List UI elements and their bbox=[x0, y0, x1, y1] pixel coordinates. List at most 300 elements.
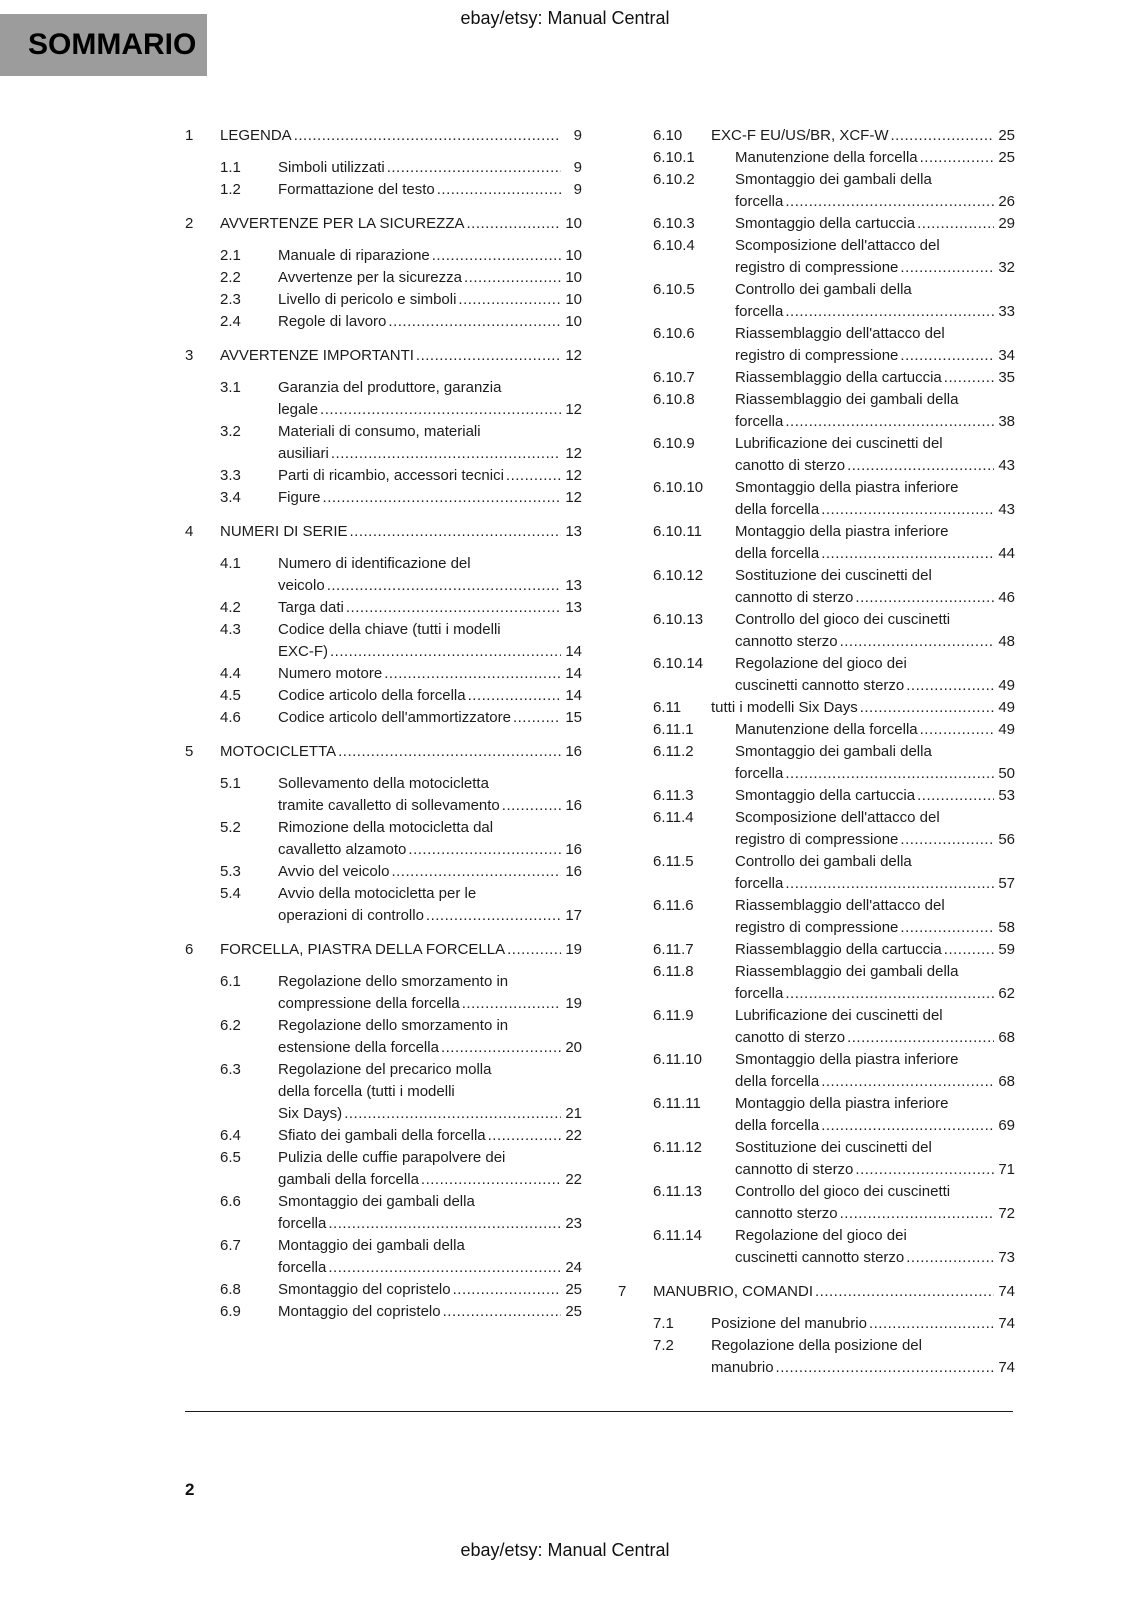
footer-watermark: ebay/etsy: Manual Central bbox=[460, 1540, 670, 1560]
toc-entry-title: Sfiato dei gambali della forcella bbox=[278, 1127, 486, 1144]
toc-entry-title: Parti di ricambio, accessori tecnici bbox=[278, 467, 504, 484]
toc-entry-title: della forcella (tutti i modelli bbox=[278, 1083, 455, 1100]
page-title: SOMMARIO bbox=[28, 28, 197, 61]
toc-entry-text bbox=[278, 1235, 582, 1279]
toc-entry-page: 62 bbox=[998, 985, 1015, 1002]
toc-entry-page: 26 bbox=[998, 193, 1015, 210]
toc-entry bbox=[220, 1125, 582, 1147]
toc-entry-title: registro di compressione bbox=[735, 919, 899, 936]
dot-leader bbox=[320, 399, 561, 421]
toc-entry-line bbox=[278, 157, 582, 179]
toc-entry-title: canotto di sterzo bbox=[735, 457, 846, 474]
toc-entry-page: 25 bbox=[998, 149, 1015, 166]
toc-entry-title: Regolazione della posizione del bbox=[711, 1337, 922, 1354]
toc-entry-line bbox=[735, 1071, 1015, 1093]
toc-entry-number: 3.1 bbox=[220, 379, 241, 396]
toc-entry bbox=[185, 345, 582, 367]
toc-entry-line bbox=[278, 245, 582, 267]
toc-entry-line bbox=[278, 553, 582, 575]
dot-leader bbox=[513, 707, 561, 729]
toc-entry-text bbox=[735, 1093, 1015, 1137]
toc-entry-line bbox=[735, 851, 1015, 873]
toc-entry-page: 22 bbox=[565, 1171, 582, 1188]
toc-entry-line bbox=[278, 597, 582, 619]
toc-entry-number: 6.10.5 bbox=[653, 281, 695, 298]
toc-entry-number: 6.11.10 bbox=[653, 1051, 702, 1068]
toc-entry-title: della forcella bbox=[735, 501, 820, 518]
toc-entry-line bbox=[220, 939, 582, 961]
toc-entry-line bbox=[278, 311, 582, 333]
dot-leader bbox=[785, 301, 994, 323]
toc-entry-line bbox=[278, 641, 582, 663]
toc-entry-number: 3 bbox=[185, 347, 194, 364]
toc-entry-page: 25 bbox=[565, 1281, 582, 1298]
toc-entry-title: forcella bbox=[735, 765, 784, 782]
toc-entry-title: gambali della forcella bbox=[278, 1171, 419, 1188]
toc-entry-title: Riassemblaggio dei gambali della bbox=[735, 391, 959, 408]
toc-entry bbox=[653, 367, 1015, 389]
dot-leader bbox=[344, 1103, 561, 1125]
toc-entry-title: Montaggio dei gambali della bbox=[278, 1237, 465, 1254]
toc-entry-number: 1.2 bbox=[220, 181, 241, 198]
toc-entry-title: Sostituzione dei cuscinetti del bbox=[735, 567, 932, 584]
toc-entry-line bbox=[735, 543, 1015, 565]
toc-entry-page: 10 bbox=[565, 291, 582, 308]
toc-entry-text bbox=[278, 157, 582, 179]
toc-entry-number: 6.10.11 bbox=[653, 523, 702, 540]
toc-entry-number: 6.11.5 bbox=[653, 853, 694, 870]
toc-entry bbox=[220, 597, 582, 619]
toc-entry-page: 43 bbox=[998, 457, 1015, 474]
toc-entry-number: 1 bbox=[185, 127, 194, 144]
toc-entry-title: tramite cavalletto di sollevamento bbox=[278, 797, 500, 814]
toc-entry-title: Smontaggio dei gambali della bbox=[735, 743, 932, 760]
toc-entry-page: 29 bbox=[998, 215, 1015, 232]
toc-entry-title: cannotto di sterzo bbox=[735, 589, 854, 606]
toc-entry bbox=[220, 1059, 582, 1125]
toc-entry-line bbox=[278, 1147, 582, 1169]
toc-entry-title: forcella bbox=[735, 413, 784, 430]
toc-entry-title: estensione della forcella bbox=[278, 1039, 439, 1056]
dot-leader bbox=[855, 587, 994, 609]
toc-entry-page: 59 bbox=[998, 941, 1015, 958]
dot-leader bbox=[441, 1037, 561, 1059]
toc-entry-line bbox=[278, 993, 582, 1015]
dot-leader bbox=[338, 741, 561, 763]
toc-entry-title: Regolazione del precarico molla bbox=[278, 1061, 492, 1078]
toc-entry bbox=[185, 741, 582, 763]
dot-leader bbox=[443, 1301, 561, 1323]
toc-entry-line bbox=[735, 983, 1015, 1005]
toc-entry-page: 68 bbox=[998, 1073, 1015, 1090]
toc-entry-page: 12 bbox=[565, 489, 582, 506]
toc-entry-line bbox=[735, 191, 1015, 213]
toc-entry-text bbox=[735, 389, 1015, 433]
toc-entry-page: 32 bbox=[998, 259, 1015, 276]
dot-leader bbox=[920, 147, 994, 169]
toc-entry-title: Manutenzione della forcella bbox=[735, 149, 918, 166]
toc-entry-title: registro di compressione bbox=[735, 347, 899, 364]
toc-entry-text bbox=[735, 147, 1015, 169]
toc-entry bbox=[653, 851, 1015, 895]
toc-entry-title: Smontaggio del copristelo bbox=[278, 1281, 451, 1298]
toc-entry bbox=[220, 817, 582, 861]
toc-entry-text bbox=[735, 609, 1015, 653]
toc-entry-line bbox=[278, 399, 582, 421]
toc-entry-text bbox=[278, 597, 582, 619]
toc-entry-number: 3.2 bbox=[220, 423, 241, 440]
toc-entry-line bbox=[278, 619, 582, 641]
toc-entry-title: Scomposizione dell'attacco del bbox=[735, 237, 940, 254]
toc-entry-page: 56 bbox=[998, 831, 1015, 848]
dot-leader bbox=[855, 1159, 994, 1181]
dot-leader bbox=[821, 1071, 994, 1093]
toc-entry-title: forcella bbox=[735, 985, 784, 1002]
toc-entry-title: cannotto sterzo bbox=[735, 1205, 838, 1222]
toc-entry-line bbox=[735, 1137, 1015, 1159]
toc-entry-page: 34 bbox=[998, 347, 1015, 364]
toc-entry-number: 5.3 bbox=[220, 863, 241, 880]
toc-entry-title: cuscinetti cannotto sterzo bbox=[735, 1249, 905, 1266]
toc-entry-line bbox=[735, 741, 1015, 763]
toc-entry-line bbox=[278, 1059, 582, 1081]
toc-entry-title: Rimozione della motocicletta dal bbox=[278, 819, 494, 836]
toc-entry bbox=[220, 685, 582, 707]
toc-entry-text bbox=[278, 421, 582, 465]
toc-entry-page: 74 bbox=[998, 1359, 1015, 1376]
toc-entry-text bbox=[735, 521, 1015, 565]
toc-entry-text bbox=[735, 1049, 1015, 1093]
toc-entry-number: 4.5 bbox=[220, 687, 241, 704]
toc-entry bbox=[220, 245, 582, 267]
toc-entry-page: 22 bbox=[565, 1127, 582, 1144]
toc-entry-title: Controllo dei gambali della bbox=[735, 853, 912, 870]
toc-entry bbox=[220, 1301, 582, 1323]
toc-entry-line bbox=[735, 631, 1015, 653]
toc-entry-page: 14 bbox=[565, 665, 582, 682]
toc-entry-title: Montaggio della piastra inferiore bbox=[735, 523, 949, 540]
toc-entry-text bbox=[735, 323, 1015, 367]
toc-entry-title: Smontaggio dei gambali della bbox=[735, 171, 932, 188]
toc-entry bbox=[653, 323, 1015, 367]
toc-entry-title: Sollevamento della motocicletta bbox=[278, 775, 489, 792]
toc-entry-title: della forcella bbox=[735, 1073, 820, 1090]
toc-entry-title: Targa dati bbox=[278, 599, 344, 616]
toc-entry bbox=[653, 235, 1015, 279]
toc-entry-title: Smontaggio della piastra inferiore bbox=[735, 479, 959, 496]
toc-entry bbox=[653, 1225, 1015, 1269]
header-watermark: ebay/etsy: Manual Central bbox=[460, 8, 670, 28]
toc-entry-page: 10 bbox=[565, 313, 582, 330]
toc-entry-number: 7.2 bbox=[653, 1337, 674, 1354]
toc-entry-title: Controllo del gioco dei cuscinetti bbox=[735, 1183, 951, 1200]
toc-entry-text bbox=[278, 883, 582, 927]
toc-entry-line bbox=[278, 795, 582, 817]
toc-entry-text bbox=[278, 289, 582, 311]
toc-entry-line bbox=[278, 1169, 582, 1191]
toc-entry-line bbox=[735, 1203, 1015, 1225]
toc-entry-title: Manutenzione della forcella bbox=[735, 721, 918, 738]
toc-entry bbox=[653, 213, 1015, 235]
toc-entry-text bbox=[278, 773, 582, 817]
dot-leader bbox=[328, 1257, 561, 1279]
toc-entry-line bbox=[735, 719, 1015, 741]
toc-entry bbox=[653, 389, 1015, 433]
toc-entry-line bbox=[735, 301, 1015, 323]
toc-entry-title: Avvio del veicolo bbox=[278, 863, 390, 880]
toc-entry-title: Sostituzione dei cuscinetti del bbox=[735, 1139, 932, 1156]
toc-entry-number: 6.11.14 bbox=[653, 1227, 702, 1244]
toc-entry-page: 57 bbox=[998, 875, 1015, 892]
dot-leader bbox=[323, 487, 561, 509]
toc-entry-line bbox=[220, 741, 582, 763]
toc-entry-page: 15 bbox=[565, 709, 582, 726]
toc-entry-title: forcella bbox=[735, 875, 784, 892]
toc-entry-number: 4.4 bbox=[220, 665, 241, 682]
toc-entry-title: Materiali di consumo, materiali bbox=[278, 423, 481, 440]
toc-entry bbox=[220, 707, 582, 729]
toc-entry-text bbox=[278, 553, 582, 597]
toc-entry-text bbox=[278, 1059, 582, 1125]
toc-entry-title: forcella bbox=[735, 193, 784, 210]
toc-entry-title: Regolazione del gioco dei bbox=[735, 655, 907, 672]
dot-leader bbox=[453, 1279, 561, 1301]
toc-entry-number: 6.11.2 bbox=[653, 743, 694, 760]
toc-entry-line bbox=[278, 1081, 582, 1103]
toc-entry-title: Smontaggio della cartuccia bbox=[735, 787, 916, 804]
toc-entry-page: 19 bbox=[565, 941, 582, 958]
toc-entry-title: veicolo bbox=[278, 577, 325, 594]
toc-entry-number: 6.7 bbox=[220, 1237, 241, 1254]
toc-entry-page: 71 bbox=[998, 1161, 1015, 1178]
toc-entry-line bbox=[735, 829, 1015, 851]
toc-entry-number: 6.8 bbox=[220, 1281, 241, 1298]
toc-entry-line bbox=[278, 1301, 582, 1323]
toc-entry-text bbox=[735, 719, 1015, 741]
toc-entry-page: 74 bbox=[998, 1283, 1015, 1300]
toc-entry-page: 49 bbox=[998, 699, 1015, 716]
toc-entry-line bbox=[735, 609, 1015, 631]
toc-entry-number: 6.10.9 bbox=[653, 435, 695, 452]
toc-entry bbox=[653, 125, 1015, 147]
toc-entry-title: Lubrificazione dei cuscinetti del bbox=[735, 1007, 943, 1024]
toc-entry-number: 6.10.13 bbox=[653, 611, 704, 628]
toc-entry-page: 74 bbox=[998, 1315, 1015, 1332]
toc-entry bbox=[653, 1181, 1015, 1225]
dot-leader bbox=[900, 345, 994, 367]
toc-entry-title: cannotto sterzo bbox=[735, 633, 838, 650]
toc-entry-number: 6.11.11 bbox=[653, 1095, 701, 1112]
toc-entry-line bbox=[278, 443, 582, 465]
toc-entry-number: 6.11.8 bbox=[653, 963, 694, 980]
toc-entry bbox=[653, 939, 1015, 961]
toc-entry-title: Lubrificazione dei cuscinetti del bbox=[735, 435, 943, 452]
toc-entry-line bbox=[278, 1037, 582, 1059]
toc-entry-line bbox=[735, 411, 1015, 433]
toc-entry-number: 5.4 bbox=[220, 885, 241, 902]
toc-entry-title: della forcella bbox=[735, 1117, 820, 1134]
toc-entry-page: 33 bbox=[998, 303, 1015, 320]
toc-entry-line bbox=[735, 147, 1015, 169]
toc-entry-title: NUMERI DI SERIE bbox=[220, 523, 348, 540]
toc-entry-title: Numero motore bbox=[278, 665, 383, 682]
toc-entry-text bbox=[711, 1313, 1015, 1335]
dot-leader bbox=[467, 213, 561, 235]
toc-entry-text bbox=[735, 235, 1015, 279]
toc-entry-number: 6.11.7 bbox=[653, 941, 694, 958]
toc-entry-title: AVVERTENZE PER LA SICUREZZA bbox=[220, 215, 465, 232]
toc-entry-line bbox=[735, 1181, 1015, 1203]
toc-entry bbox=[653, 785, 1015, 807]
toc-entry bbox=[220, 289, 582, 311]
toc-entry-title: Riassemblaggio dell'attacco del bbox=[735, 897, 945, 914]
toc-entry-line bbox=[735, 653, 1015, 675]
toc-entry bbox=[653, 961, 1015, 1005]
toc-entry bbox=[220, 861, 582, 883]
dot-leader bbox=[391, 861, 561, 883]
toc-entry-title: Riassemblaggio dell'attacco del bbox=[735, 325, 945, 342]
toc-entry bbox=[220, 1191, 582, 1235]
toc-entry-page: 73 bbox=[998, 1249, 1015, 1266]
toc-entry bbox=[653, 719, 1015, 741]
toc-entry-line bbox=[735, 917, 1015, 939]
toc-entry-line bbox=[735, 1005, 1015, 1027]
toc-entry-line bbox=[735, 961, 1015, 983]
toc-entry bbox=[653, 741, 1015, 785]
dot-leader bbox=[785, 763, 994, 785]
toc-entry-line bbox=[278, 839, 582, 861]
toc-entry-title: Figure bbox=[278, 489, 321, 506]
toc-entry bbox=[220, 179, 582, 201]
toc-entry-line bbox=[735, 235, 1015, 257]
toc-entry-page: 49 bbox=[998, 677, 1015, 694]
toc-entry-page: 10 bbox=[565, 269, 582, 286]
toc-entry-text bbox=[278, 619, 582, 663]
dot-leader bbox=[488, 1125, 561, 1147]
toc-entry-line bbox=[278, 1191, 582, 1213]
toc-entry-number: 6.11.4 bbox=[653, 809, 694, 826]
toc-entry-line bbox=[735, 389, 1015, 411]
toc-entry bbox=[220, 1235, 582, 1279]
toc-entry-line bbox=[278, 267, 582, 289]
toc-entry-number: 6.10.14 bbox=[653, 655, 704, 672]
toc-entry-line bbox=[711, 125, 1015, 147]
toc-column-right bbox=[618, 125, 1015, 1379]
dot-leader bbox=[900, 829, 994, 851]
toc-entry-page: 20 bbox=[565, 1039, 582, 1056]
toc-entry-text bbox=[278, 1015, 582, 1059]
dot-leader bbox=[900, 257, 994, 279]
dot-leader bbox=[840, 1203, 994, 1225]
toc-entry bbox=[220, 377, 582, 421]
toc-entry-text bbox=[278, 1279, 582, 1301]
toc-entry-page: 44 bbox=[998, 545, 1015, 562]
toc-entry-title: MANUBRIO, COMANDI bbox=[653, 1283, 814, 1300]
toc-entry-line bbox=[653, 1281, 1015, 1303]
toc-entry-line bbox=[735, 895, 1015, 917]
toc-entry-line bbox=[735, 675, 1015, 697]
toc-entry-page: 69 bbox=[998, 1117, 1015, 1134]
toc-entry-title: registro di compressione bbox=[735, 831, 899, 848]
toc-entry-line bbox=[278, 663, 582, 685]
toc-entry-line bbox=[735, 807, 1015, 829]
toc-entry-text bbox=[653, 1281, 1015, 1303]
dot-leader bbox=[785, 191, 994, 213]
toc-entry-text bbox=[278, 1125, 582, 1147]
toc-entry-page: 14 bbox=[565, 643, 582, 660]
toc-entry-title: FORCELLA, PIASTRA DELLA FORCELLA bbox=[220, 941, 506, 958]
toc-entry-title: Regolazione dello smorzamento in bbox=[278, 973, 509, 990]
toc-entry-title: operazioni di controllo bbox=[278, 907, 424, 924]
dot-leader bbox=[437, 179, 561, 201]
toc-entry-page: 9 bbox=[573, 159, 582, 176]
toc-entry-text bbox=[220, 939, 582, 961]
dot-leader bbox=[350, 521, 561, 543]
toc-entry-title: Riassemblaggio della cartuccia bbox=[735, 941, 942, 958]
toc-entry-page: 23 bbox=[565, 1215, 582, 1232]
toc-entry bbox=[653, 1005, 1015, 1049]
toc-entry-title: Regolazione dello smorzamento in bbox=[278, 1017, 509, 1034]
dot-leader bbox=[416, 345, 561, 367]
toc-entry-line bbox=[735, 1225, 1015, 1247]
toc-entry-text bbox=[278, 685, 582, 707]
toc-entry-line bbox=[735, 213, 1015, 235]
toc-entry-title: legale bbox=[278, 401, 319, 418]
toc-entry-line bbox=[278, 179, 582, 201]
toc-entry-text bbox=[735, 565, 1015, 609]
toc-entry-line bbox=[278, 289, 582, 311]
toc-entry bbox=[220, 421, 582, 465]
toc-entry-title: cavalletto alzamoto bbox=[278, 841, 407, 858]
dot-leader bbox=[346, 597, 561, 619]
toc-entry-line bbox=[735, 1159, 1015, 1181]
toc-entry-page: 25 bbox=[565, 1303, 582, 1320]
toc-entry-page: 17 bbox=[565, 907, 582, 924]
toc-entry-title: Manuale di riparazione bbox=[278, 247, 430, 264]
toc-entry bbox=[653, 1313, 1015, 1335]
dot-leader bbox=[502, 795, 561, 817]
toc-entry-title: Scomposizione dell'attacco del bbox=[735, 809, 940, 826]
toc-entry-title: tutti i modelli Six Days bbox=[711, 699, 858, 716]
toc-entry-text bbox=[735, 653, 1015, 697]
dot-leader bbox=[421, 1169, 561, 1191]
toc-entry-line bbox=[278, 1213, 582, 1235]
toc-entry bbox=[220, 465, 582, 487]
toc-entry-line bbox=[278, 1235, 582, 1257]
toc-entry-number: 5.2 bbox=[220, 819, 241, 836]
toc-entry bbox=[618, 1281, 1015, 1303]
toc-entry bbox=[220, 663, 582, 685]
dot-leader bbox=[327, 575, 561, 597]
toc-entry-number: 6.3 bbox=[220, 1061, 241, 1078]
toc-entry-page: 14 bbox=[565, 687, 582, 704]
toc-entry-page: 12 bbox=[565, 467, 582, 484]
toc-entry-line bbox=[735, 323, 1015, 345]
toc-entry-number: 6.5 bbox=[220, 1149, 241, 1166]
toc-entry-line bbox=[735, 455, 1015, 477]
toc-entry-number: 7.1 bbox=[653, 1315, 674, 1332]
toc-entry-title: Formattazione del testo bbox=[278, 181, 435, 198]
toc-entry-text bbox=[278, 817, 582, 861]
dot-leader bbox=[815, 1281, 994, 1303]
toc-entry bbox=[185, 213, 582, 235]
dot-leader bbox=[328, 1213, 561, 1235]
dot-leader bbox=[468, 685, 561, 707]
toc-entry-line bbox=[735, 477, 1015, 499]
toc-entry-title: EXC-F) bbox=[278, 643, 328, 660]
toc-column-left bbox=[185, 125, 582, 1379]
toc-entry-page: 16 bbox=[565, 797, 582, 814]
